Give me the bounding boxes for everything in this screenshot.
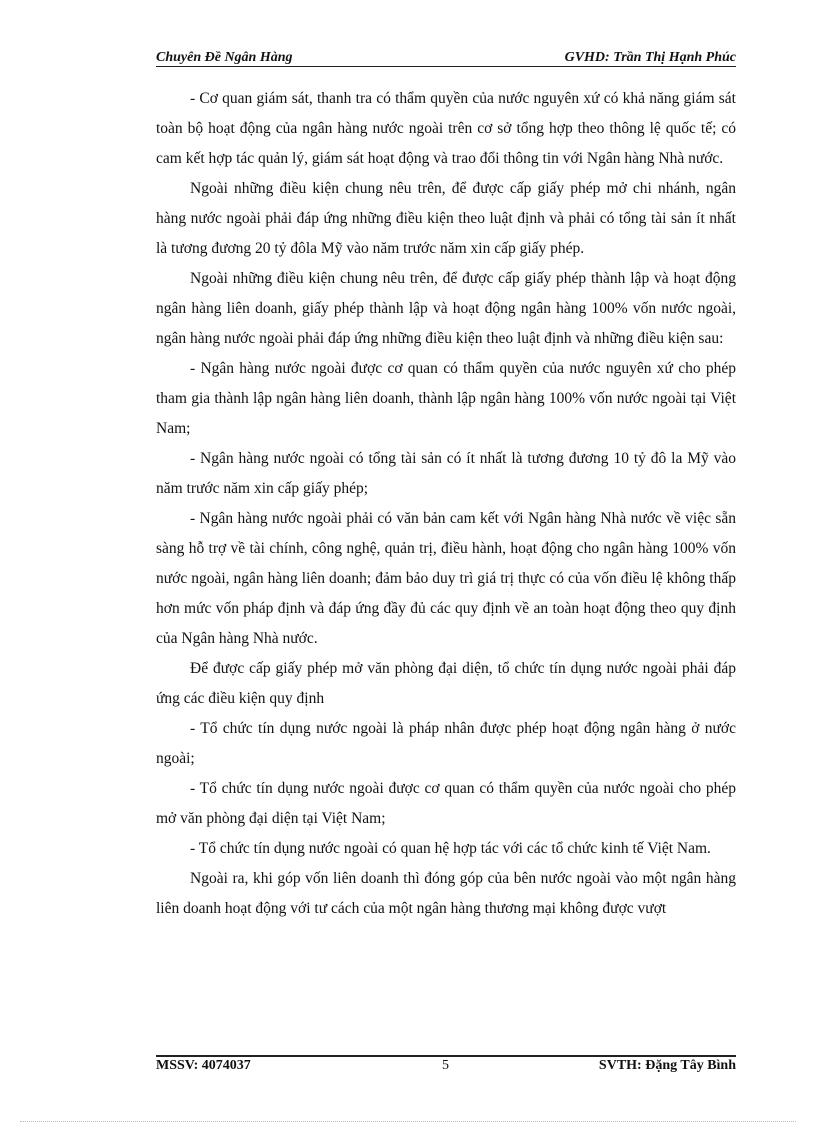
paragraph: Ngoài những điều kiện chung nêu trên, để được cấp giấy phép thành lập và hoạt động ngân hàng liên doanh, giấy phép thành lập và hoạt động ngân hàng 100% vốn nước ngoài, ngân hàng nước ngoài phải đáp ứng những điều kiện theo luật định và những điều kiện sau: [156,270,736,347]
page-number: 5 [442,1058,449,1073]
page-header [156,50,736,70]
footer-student-id: MSSV: 4074037 [156,1058,251,1073]
paragraph: - Ngân hàng nước ngoài có tổng tài sản có ít nhất là tương đương 10 tỷ đô la Mỹ vào năm trước năm xin cấp giấy phép; [156,450,736,497]
paragraph: - Tổ chức tín dụng nước ngoài là pháp nhân được phép hoạt động ngân hàng ở nước ngoài; [156,720,736,767]
paragraph: Ngoài những điều kiện chung nêu trên, để được cấp giấy phép mở chi nhánh, ngân hàng nước ngoài phải đáp ứng những điều kiện theo luật định và phải có tổng tài sản ít nhất là tương đương 20 tỷ đôla Mỹ vào năm trước năm xin cấp giấy phép. [156,180,736,257]
paragraph: Ngoài ra, khi góp vốn liên doanh thì đóng góp của bên nước ngoài vào một ngân hàng liên doanh hoạt động với tư cách của một ngân hàng thương mại không được vượt [156,870,736,917]
footer-student-name: SVTH: Đặng Tây Bình [598,1058,736,1073]
body-text [156,84,736,924]
paragraph: Để được cấp giấy phép mở văn phòng đại diện, tổ chức tín dụng nước ngoài phải đáp ứng các điều kiện quy định [156,660,736,707]
paragraph: - Ngân hàng nước ngoài phải có văn bản cam kết với Ngân hàng Nhà nước về việc sẵn sàng hỗ trợ về tài chính, công nghệ, quản trị, điều hành, hoạt động cho ngân hàng 100% vốn nước ngoài, ngân hàng liên doanh; đảm bảo duy trì giá trị thực có của vốn điều lệ không thấp hơn mức vốn pháp định và đáp ứng đầy đủ các quy định về an toàn hoạt động theo quy định của Ngân hàng Nhà nước. [156,510,736,647]
paragraph: - Ngân hàng nước ngoài được cơ quan có thẩm quyền của nước nguyên xứ cho phép tham gia thành lập ngân hàng liên doanh, thành lập ngân hàng 100% vốn nước ngoài tại Việt Nam; [156,360,736,437]
page-footer [156,1058,736,1078]
header-instructor: GVHD: Trần Thị Hạnh Phúc [564,50,736,65]
page-boundary [20,1121,796,1122]
header-course-title: Chuyên Đề Ngân Hàng [156,50,293,65]
header-divider [156,66,736,67]
footer-divider [156,1055,736,1057]
paragraph: - Cơ quan giám sát, thanh tra có thẩm quyền của nước nguyên xứ có khả năng giám sát toàn bộ hoạt động của ngân hàng nước ngoài trên cơ sở tổng hợp theo thông lệ quốc tế; có cam kết hợp tác quản lý, giám sát hoạt động và trao đổi thông tin với Ngân hàng Nhà nước. [156,90,736,167]
paragraph: - Tổ chức tín dụng nước ngoài được cơ quan có thẩm quyền của nước ngoài cho phép mở văn phòng đại diện tại Việt Nam; [156,780,736,827]
paragraph: - Tổ chức tín dụng nước ngoài có quan hệ hợp tác với các tổ chức kinh tế Việt Nam. [190,840,711,857]
